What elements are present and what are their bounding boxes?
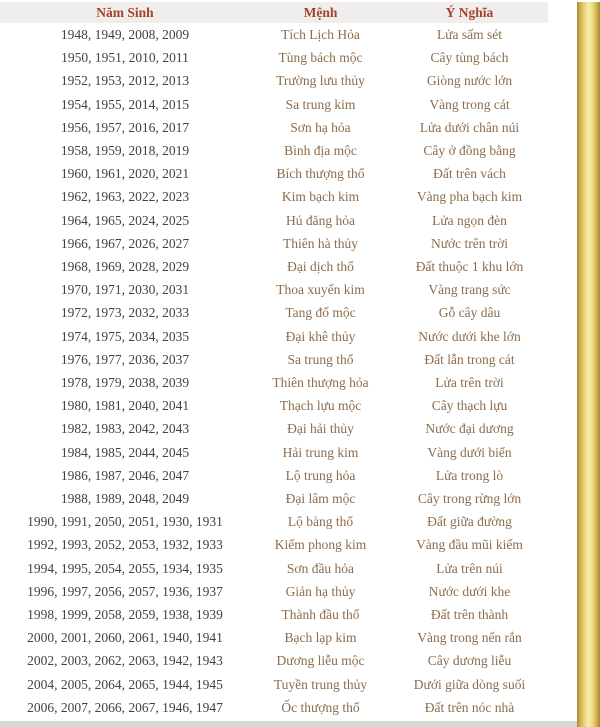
gold-border-bar (577, 2, 600, 727)
menh-cell: Hú đăng hỏa (286, 212, 355, 228)
menh-cell: Dương liễu mộc (276, 653, 365, 669)
years-cell: 1956, 1957, 2016, 2017 (60, 119, 190, 135)
ynghia-cell: Dưới giữa dòng suối (413, 676, 526, 692)
table-row (0, 185, 548, 208)
ynghia-cell: Lửa sấm sét (436, 27, 503, 42)
years-cell: 2002, 2003, 2062, 2063, 1942, 1943 (27, 653, 223, 669)
menh-cell: Sa trung thổ (287, 351, 354, 367)
ynghia-cell: Lửa dưới chân núi (419, 119, 520, 135)
years-cell: 1990, 1991, 2050, 2051, 1930, 1931 (27, 514, 223, 530)
menh-cell: Thiên thượng hỏa (272, 375, 369, 391)
years-cell: 1986, 1987, 2046, 2047 (60, 467, 190, 483)
table-row (0, 673, 548, 696)
years-cell: 2000, 2001, 2060, 2061, 1940, 1941 (27, 630, 223, 646)
ynghia-cell: Lửa trong lò (435, 467, 504, 483)
ynghia-cell: Đất lẫn trong cát (424, 351, 515, 367)
table-row (0, 325, 548, 348)
table-row (0, 371, 548, 394)
menh-cell: Hải trung kim (282, 444, 359, 460)
years-cell: 1994, 1995, 2054, 2055, 1934, 1935 (27, 560, 223, 576)
ynghia-cell: Đất trên nóc nhà (424, 699, 515, 715)
ynghia-cell: Giòng nước lớn (426, 73, 513, 89)
table-row (0, 580, 548, 603)
ynghia-cell: Vàng trong nến rắn (417, 630, 522, 646)
ynghia-cell: Đất trên vách (433, 166, 506, 182)
table-row (0, 69, 548, 92)
years-cell: 1958, 1959, 2018, 2019 (60, 143, 190, 159)
ynghia-cell: Cây tùng bách (430, 50, 509, 66)
years-cell: 1960, 1961, 2020, 2021 (60, 166, 190, 182)
years-cell: 1992, 1993, 2052, 2053, 1932, 1933 (27, 537, 223, 553)
ynghia-cell: Cây trong rừng lớn (417, 491, 522, 507)
menh-cell: Kiếm phong kim (274, 537, 367, 553)
menh-cell: Thành đầu thổ (281, 607, 360, 623)
years-cell: 1952, 1953, 2012, 2013 (60, 73, 190, 89)
ynghia-cell: Gỗ cây dâu (438, 305, 501, 321)
menh-cell: Giản hạ thủy (285, 583, 356, 599)
years-cell: 1968, 1969, 2028, 2029 (60, 259, 190, 275)
menh-cell: Sa trung kim (285, 96, 356, 112)
ynghia-cell: Nước đại dương (425, 421, 514, 437)
destiny-table (0, 2, 548, 719)
table-row (0, 603, 548, 626)
ynghia-cell: Cây thạch lựu (431, 398, 508, 414)
table-row (0, 533, 548, 556)
table-row (0, 139, 548, 162)
years-cell: 1988, 1989, 2048, 2049 (60, 491, 190, 507)
menh-cell: Bạch lạp kim (284, 630, 357, 646)
ynghia-cell: Đất giữa đường (427, 514, 512, 530)
ynghia-cell: Nước dưới khe lớn (418, 328, 521, 344)
table-row (0, 696, 548, 719)
menh-cell: Lộ bàng thổ (287, 514, 354, 530)
table-row (0, 209, 548, 232)
column-header-y-nghia: Ý Nghĩa (391, 2, 548, 23)
menh-cell: Thiên hà thủy (283, 235, 358, 251)
years-cell: 2004, 2005, 2064, 2065, 1944, 1945 (27, 676, 223, 692)
ynghia-cell: Vàng pha bạch kim (416, 189, 523, 205)
table-row (0, 162, 548, 185)
years-cell: 1966, 1967, 2026, 2027 (60, 235, 190, 251)
table-row (0, 278, 548, 301)
ynghia-cell: Vàng đầu mũi kiếm (416, 537, 523, 553)
table-header-row (0, 2, 548, 23)
page (0, 2, 600, 727)
menh-cell: Đại lâm mộc (285, 491, 356, 507)
menh-cell: Đại hải thủy (287, 421, 354, 437)
menh-cell: Kim bạch kim (281, 189, 360, 205)
ynghia-cell: Đất thuộc 1 khu lớn (415, 259, 524, 275)
years-cell: 1978, 1979, 2038, 2039 (60, 375, 190, 391)
ynghia-cell: Vàng trong cát (429, 96, 510, 112)
years-cell: 1980, 1981, 2040, 2041 (60, 398, 190, 414)
years-cell: 1984, 1985, 2044, 2045 (60, 444, 190, 460)
menh-cell: Ốc thượng thổ (281, 699, 360, 715)
years-cell: 1954, 1955, 2014, 2015 (60, 96, 190, 112)
menh-cell: Tuyền trung thủy (273, 676, 368, 692)
years-cell: 1964, 1965, 2024, 2025 (60, 212, 190, 228)
table-row (0, 23, 548, 46)
ynghia-cell: Cây ở đồng bằng (423, 143, 516, 159)
menh-cell: Tang đố mộc (285, 305, 356, 321)
years-cell: 1976, 1977, 2036, 2037 (60, 351, 190, 367)
table-row (0, 510, 548, 533)
ynghia-cell: Vàng trang sức (428, 282, 511, 298)
years-cell: 1962, 1963, 2022, 2023 (60, 189, 190, 205)
table-row (0, 441, 548, 464)
ynghia-cell: Lửa trên trời (435, 375, 504, 391)
menh-cell: Đại khê thủy (285, 328, 356, 344)
table-row (0, 93, 548, 116)
table-row (0, 116, 548, 139)
table-row (0, 46, 548, 69)
menh-cell: Tùng bách mộc (278, 50, 363, 66)
years-cell: 1950, 1951, 2010, 2011 (61, 50, 189, 66)
menh-cell: Bình địa mộc (284, 143, 357, 159)
table-row (0, 301, 548, 324)
table-body (0, 23, 548, 719)
menh-cell: Tích Lịch Hỏa (281, 27, 360, 42)
table-row (0, 348, 548, 371)
table-row (0, 557, 548, 580)
menh-cell: Đại dịch thổ (287, 259, 354, 275)
menh-cell: Sơn hạ hỏa (290, 119, 351, 135)
menh-cell: Lộ trung hỏa (285, 467, 356, 483)
ynghia-cell: Cây dương liễu (427, 653, 512, 669)
years-cell: 1982, 1983, 2042, 2043 (60, 421, 190, 437)
years-cell: 1948, 1949, 2008, 2009 (60, 27, 190, 42)
table-row (0, 464, 548, 487)
years-cell: 1970, 1971, 2030, 2031 (60, 282, 190, 298)
years-cell: 2006, 2007, 2066, 2067, 1946, 1947 (27, 699, 223, 715)
years-cell: 1998, 1999, 2058, 2059, 1938, 1939 (27, 607, 223, 623)
table-row (0, 394, 548, 417)
menh-cell: Sơn đầu hỏa (286, 560, 355, 576)
table-row (0, 232, 548, 255)
years-cell: 1996, 1997, 2056, 2057, 1936, 1937 (27, 583, 223, 599)
ynghia-cell: Lửa ngọn đèn (432, 212, 507, 228)
table-row (0, 649, 548, 672)
column-header-menh: Mệnh (250, 2, 391, 23)
menh-cell: Bích thượng thổ (276, 166, 365, 182)
ynghia-cell: Nước dưới khe (428, 583, 511, 599)
table-row (0, 255, 548, 278)
column-header-nam-sinh: Năm Sinh (0, 2, 250, 23)
table-row (0, 626, 548, 649)
bottom-strip (0, 721, 577, 727)
table-row (0, 487, 548, 510)
ynghia-cell: Vàng dưới biển (427, 444, 512, 460)
years-cell: 1974, 1975, 2034, 2035 (60, 328, 190, 344)
menh-cell: Thoa xuyến kim (276, 282, 365, 298)
menh-cell: Trường lưu thủy (276, 73, 365, 89)
years-cell: 1972, 1973, 2032, 2033 (60, 305, 190, 321)
ynghia-cell: Lửa trên núi (436, 560, 503, 576)
ynghia-cell: Đất trên thành (430, 607, 509, 623)
menh-cell: Thạch lựu mộc (279, 398, 362, 414)
ynghia-cell: Nước trên trời (430, 235, 509, 251)
table-row (0, 417, 548, 440)
